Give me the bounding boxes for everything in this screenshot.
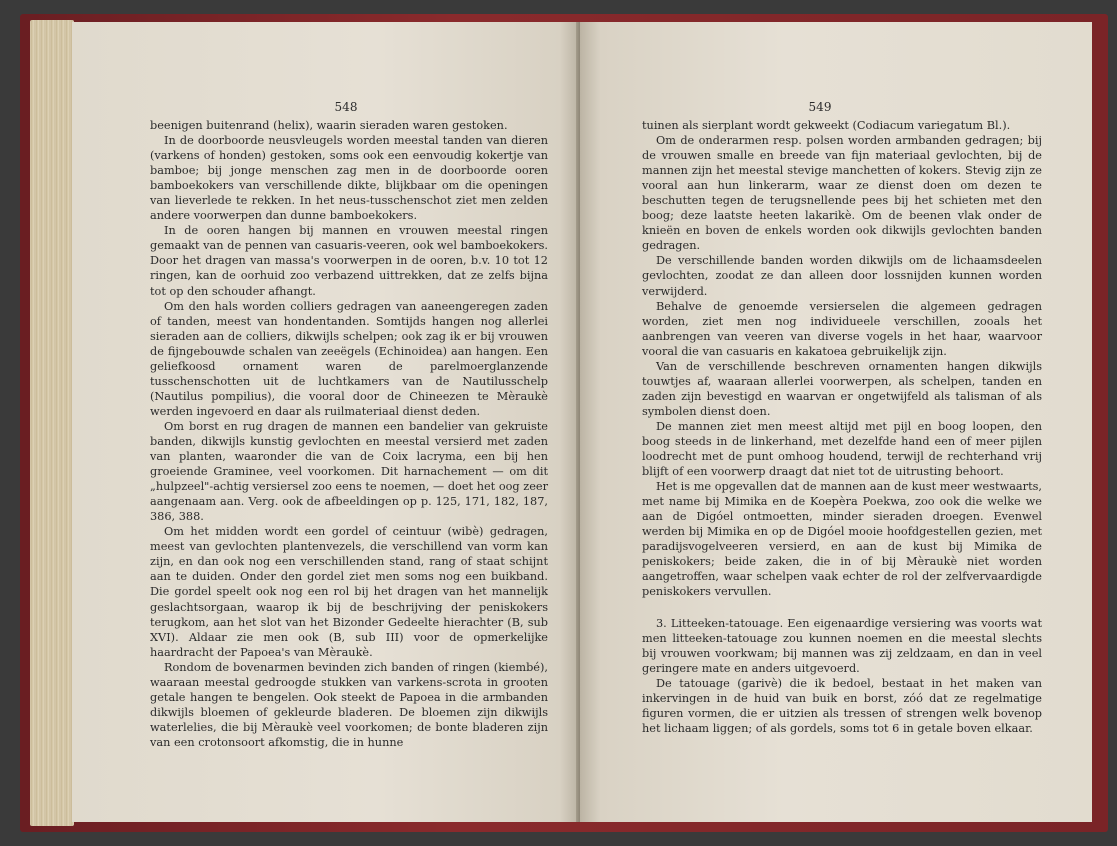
- paragraph: beenigen buitenrand (helix), waarin sieraden waren gestoken.: [150, 119, 508, 132]
- paragraph: Om borst en rug dragen de mannen een bandelier van gekruiste banden, dikwijls kunstig gevlochten en meestal versierd met zaden van planten, waaronder die van de Coix lacryma, een bij hen groeiende Graminee, veel voorkomen. Dit harnachement — om dit „hulpzeel"-achtig versiersel zoo eens te noemen, — doet het oog zeer aangenaam aan. Verg. ook de afbeeldingen op p. 125, 171, 182, 187, 386, 388.: [150, 419, 548, 524]
- paragraph: Rondom de bovenarmen bevinden zich banden of ringen (kiembé), waaraan meestal gedroogde stukken van varkens-scrota in grooten getale hangen te bengelen. Ook steekt de Papoea in die armbanden dikwijls bloemen of gekleurde bladeren. De bloemen zijn dikwijls waterlelies, die bij Mèraukè veel voorkomen; de bonte bladeren zijn van een crotonsoort afkomstig, die in hunne: [150, 660, 548, 749]
- paragraph: Behalve de genoemde versierselen die algemeen gedragen worden, ziet men nog individueele verschillen, zooals het aanbrengen van veeren van diverse vogels in het haar, waarvoor vooral die van casuaris en kakatoea gebruikelijk zijn.: [642, 299, 1042, 358]
- page-edges: [30, 20, 74, 826]
- paragraph: De tatouage (garivè) die ik bedoel, bestaat in het maken van inkervingen in de huid van buik en borst, zóó dat ze regelmatige figuren vormen, die er uitzien als tressen of strengen welk bovenop het lichaam liggen; of als gordels, soms tot 6 in getale boven elkaar.: [642, 676, 1042, 735]
- paragraph: In de ooren hangen bij mannen en vrouwen meestal ringen gemaakt van de pennen van casuaris-veeren, ook wel bamboekokers. Door het dragen van massa's voorwerpen in de ooren, b.v. 10 tot 12 ringen, kan de oorhuid zoo verbazend uittrekken, dat ze zelfs bijna tot op den schouder afhangt.: [150, 224, 548, 298]
- paragraph: Het is me opgevallen dat de mannen aan de kust meer westwaarts, met name bij Mimika en de Koepèra Poekwa, zoo ook die welke we aan de Digóel ontmoetten, minder sieraden droegen. Evenwel werden bij Mimika en op de Digóel mooie hoofdgestellen gezien, met paradijsvogelveeren versierd, en aan de kust bij Mimika de peniskokers; beide zaken, die in of bij Mèraukè niet worden aangetroffen, waar schelpen vaak echter de rol der zelfvervaardigde peniskokers vervullen.: [642, 480, 1042, 599]
- page-number: 549: [808, 100, 832, 114]
- paragraph: De verschillende banden worden dikwijls om de lichaamsdeelen gevlochten, zoodat ze dan alleen door lossnijden kunnen worden verwijderd.: [642, 254, 1042, 298]
- paragraph: De mannen ziet men meest altijd met pijl en boog loopen, den boog steeds in de linkerhand, met dezelfde hand een of meer pijlen loodrecht met de punt omhoog houdend, terwijl de rechterhand vrij blijft of een voorwerp draagt dat niet tot de uitrusting behoort.: [642, 419, 1042, 479]
- paragraph: tuinen als sierplant wordt gekweekt (Codiacum variegatum Bl.).: [642, 119, 1011, 132]
- left-page: [72, 22, 580, 822]
- left-page-text: [150, 118, 548, 750]
- paragraph: Om de onderarmen resp. polsen worden armbanden gedragen; bij de vrouwen smalle en breede van fijn materiaal gevlochten, bij de mannen zijn het meestal stevige manchetten of kokers. Stevig zijn ze vooral aan hun linkerarm, waar ze dienst doen om dezen te beschutten tegen de terugsnellende pees bij het schieten met den boog; deze laatste heeten lakarikè. Om de beenen vlak onder de knieën en boven de enkels worden ook dikwijls gevlochten banden gedragen.: [642, 134, 1042, 253]
- page-number: 548: [334, 100, 358, 114]
- paragraph: Om den hals worden colliers gedragen van aaneengeregen zaden of tanden, meest van hondentanden. Somtijds hangen nog allerlei sieraden aan de colliers, dikwijls schelpen; ook zag ik er bij vrouwen de fijngebouwde schalen van zeeëgels (Echinoidea) aan hangen. Een geliefkoosd ornament waren de parelmoerglanzende tusschenschotten uit de luchtkamers van de Nautilusschelp (Nautilus pompilius), die vooral door de Chineezen te Mèraukè werden ingevoerd en daar als ruilmateriaal dienst deden.: [150, 299, 548, 418]
- paragraph: In de doorboorde neusvleugels worden meestal tanden van dieren (varkens of honden) gestoken, soms ook een eenvoudig kokertje van bamboe; bij jonge menschen zag men in de doorboorde ooren bamboekokers van verschillende dikte, blijkbaar om die openingen van lieverlede te rekken. In het neus-tusschenschot ziet men zelden andere voorwerpen dan dunne bamboekokers.: [150, 134, 548, 223]
- paragraph: Om het midden wordt een gordel of ceintuur (wibè) gedragen, meest van gevlochten plantenvezels, die verschillend van vorm kan zijn, en dan ook nog een verschillenden stand, rang of staat schijnt aan te duiden. Onder den gordel ziet men soms nog een buikband. Die gordel speelt ook nog een rol bij het dragen van het mannelijk geslachtsorgaan, waarop ik bij de beschrijving der peniskokers terugkom, aan het slot van het Bizonder Gedeelte hierachter (B, sub XVI). Aldaar zie men ook (B, sub III) voor de opmerkelijke haardracht der Papoea's van Mèraukè.: [150, 525, 548, 659]
- right-page-text: [642, 118, 1042, 736]
- paragraph: Van de verschillende beschreven ornamenten hangen dikwijls touwtjes af, waaraan allerlei voorwerpen, als schelpen, tanden en zaden zijn bevestigd en waarvan er ongetwijfeld als talisman of als symbolen dienst doen.: [642, 359, 1042, 418]
- right-page: [580, 22, 1092, 822]
- section-paragraph: 3. Litteeken-tatouage. Een eigenaardige versiering was voorts wat men litteeken-tatouage zou kunnen noemen en die meestal slechts bij vrouwen voorkwam; bij mannen was zij zeldzaam, en dan in veel geringere mate en anders uitgevoerd.: [642, 616, 1042, 675]
